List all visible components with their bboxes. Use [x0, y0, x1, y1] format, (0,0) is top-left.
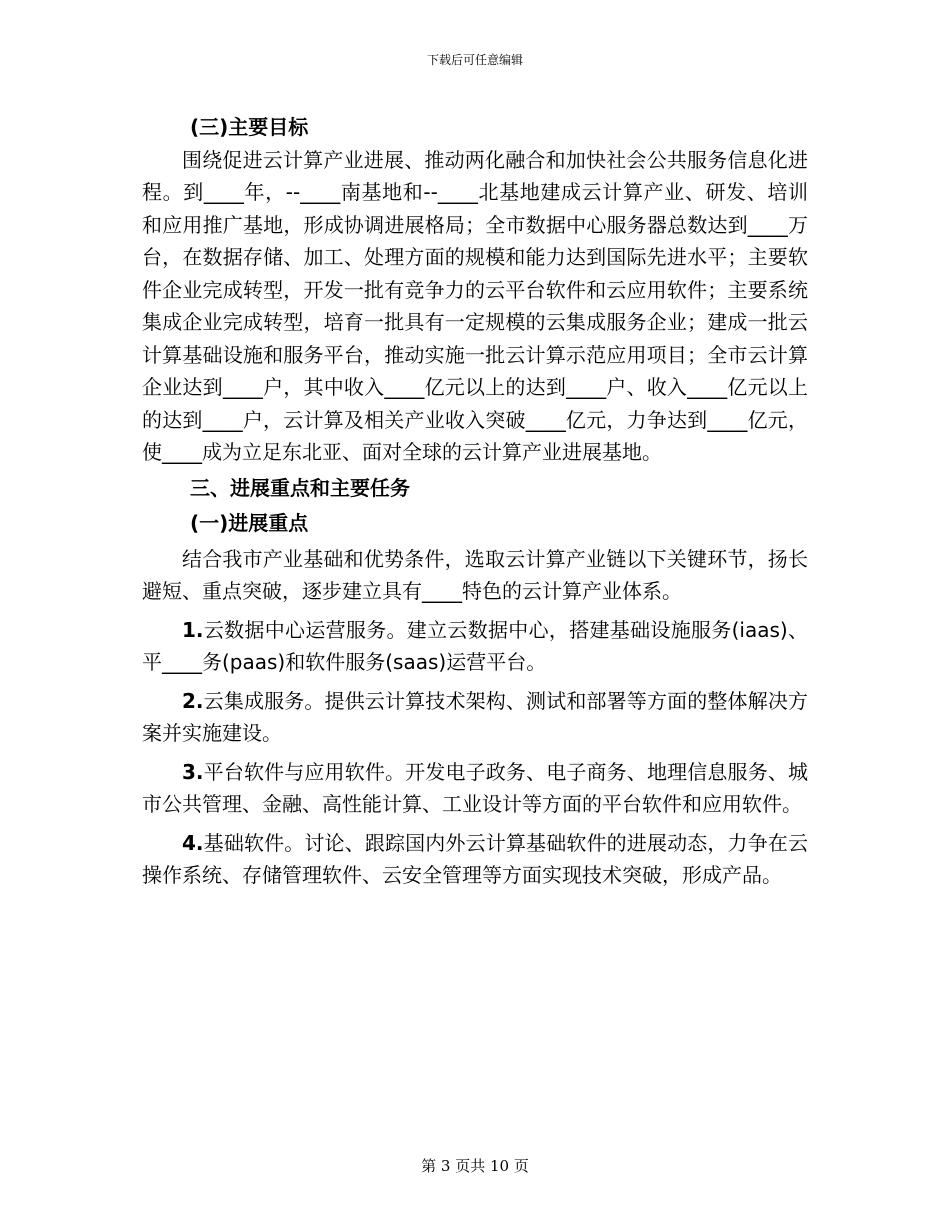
item-number: 1. — [182, 617, 204, 642]
section-heading-main: 三、进展重点和主要任务 — [190, 475, 410, 500]
item-number: 2. — [182, 688, 204, 713]
item-text: 基础软件。讨论、跟踪国内外云计算基础软件的进展动态，力争在云操作系统、存储管理软件、云安全管理等方面实现技术突破，形成产品。 — [142, 830, 808, 887]
page-footer: 第 3 页共 10 页 — [421, 1157, 529, 1175]
page-header: 下载后可任意编辑 — [426, 53, 523, 67]
item-text: 云数据中心运营服务。建立云数据中心，搭建基础设施服务(iaas)、平____务(paas)和软件服务(saas)运营平台。 — [142, 617, 808, 674]
list-item — [142, 614, 808, 679]
document-body — [142, 111, 808, 898]
section-heading-goals: (三)主要目标 — [190, 115, 309, 139]
list-item — [142, 827, 808, 892]
focus-paragraph: 结合我市产业基础和优势条件，选取云计算产业链以下关键环节，扬长避短、重点突破，逐步建立具有____特色的云计算产业体系。 — [142, 546, 808, 603]
item-text: 平台软件与应用软件。开发电子政务、电子商务、地理信息服务、城市公共管理、金融、高性能计算、工业设计等方面的平台软件和应用软件。 — [142, 759, 808, 816]
list-item — [142, 685, 808, 750]
item-text: 云集成服务。提供云计算技术架构、测试和部署等方面的整体解决方案并实施建设。 — [142, 688, 808, 745]
goals-paragraph: 围绕促进云计算产业进展、推动两化融合和加快社会公共服务信息化进程。到____年，--____南基地和--____北基地建成云计算产业、研发、培训和应用推广基地，形成协调进展格局；全市数据中心服务器总数达到____万台，在数据存储、加工、处理方面的规模和能力达到国际先进水平；主要软件企业完成转型，开发一批有竞争力的云平台软件和云应用软件；主要系统集成企业完成转型，培育一批具有一定规模的云集成服务企业；建成一批云计算基础设施和服务平台，推动实施一批云计算示范应用项目；全市云计算企业达到____户，其中收入____亿元以上的达到____户、收入____亿元以上的达到____户，云计算及相关产业收入突破____亿元，力争达到____亿元，使____成为立足东北亚、面对全球的云计算产业进展基地。 — [142, 147, 808, 464]
section-heading-focus: (一)进展重点 — [190, 511, 309, 535]
item-number: 4. — [182, 830, 204, 855]
item-number: 3. — [182, 759, 204, 784]
list-item — [142, 756, 808, 821]
